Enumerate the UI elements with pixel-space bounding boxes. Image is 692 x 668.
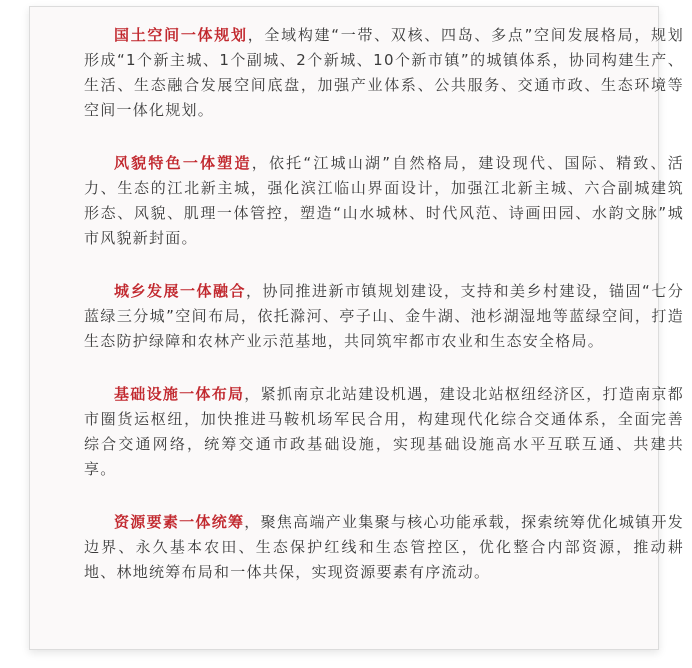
paragraph-heading: 国土空间一体规划 — [114, 26, 248, 44]
paragraph-resources — [84, 510, 684, 585]
article-frame — [29, 6, 684, 650]
paragraph-body: ，依托“江城山湖”自然格局，建设现代、国际、精致、活力、生态的江北新主城，强化滨江临山界面设计，加强江北新主城、六合副城建筑形态、风貌、肌理一体管控，塑造“山水城林、时代风范、诗画田园、水韵文脉”城市风貌新封面。 — [84, 154, 684, 247]
paragraph-heading: 基础设施一体布局 — [114, 385, 245, 403]
paragraph-heading: 风貌特色一体塑造 — [114, 154, 252, 172]
paragraph-townscape — [84, 151, 684, 251]
paragraph-urban-rural — [84, 279, 684, 354]
paragraph-body: ，聚焦高端产业集聚与核心功能承载，探索统筹优化城镇开发边界、永久基本农田、生态保护红线和生态管控区，优化整合内部资源，推动耕地、林地统筹布局和一体共保，实现资源要素有序流动。 — [84, 513, 684, 581]
paragraph-heading: 城乡发展一体融合 — [114, 282, 246, 300]
article-content — [84, 23, 684, 613]
paragraph-body: ，紧抓南京北站建设机遇，建设北站枢纽经济区，打造南京都市圈货运枢纽，加快推进马鞍机场军民合用，构建现代化综合交通体系，全面完善综合交通网络，统筹交通市政基础设施，实现基础设施高水平互联互通、共建共享。 — [84, 385, 684, 478]
paragraph-infrastructure — [84, 382, 684, 482]
paragraph-body: ，全域构建“一带、双核、四岛、多点”空间发展格局，规划形成“1个新主城、1个副城、2个新城、10个新市镇”的城镇体系，协同构建生产、生活、生态融合发展空间底盘，加强产业体系、公共服务、交通市政、生态环境等空间一体化规划。 — [84, 26, 684, 119]
paragraph-body: ，协同推进新市镇规划建设，支持和美乡村建设，锚固“七分蓝绿三分城”空间布局，依托滁河、亭子山、金牛湖、池杉湖湿地等蓝绿空间，打造生态防护绿障和农林产业示范基地，共同筑牢都市农业和生态安全格局。 — [84, 282, 684, 350]
paragraph-spatial-planning — [84, 23, 684, 123]
paragraph-heading: 资源要素一体统筹 — [114, 513, 245, 531]
